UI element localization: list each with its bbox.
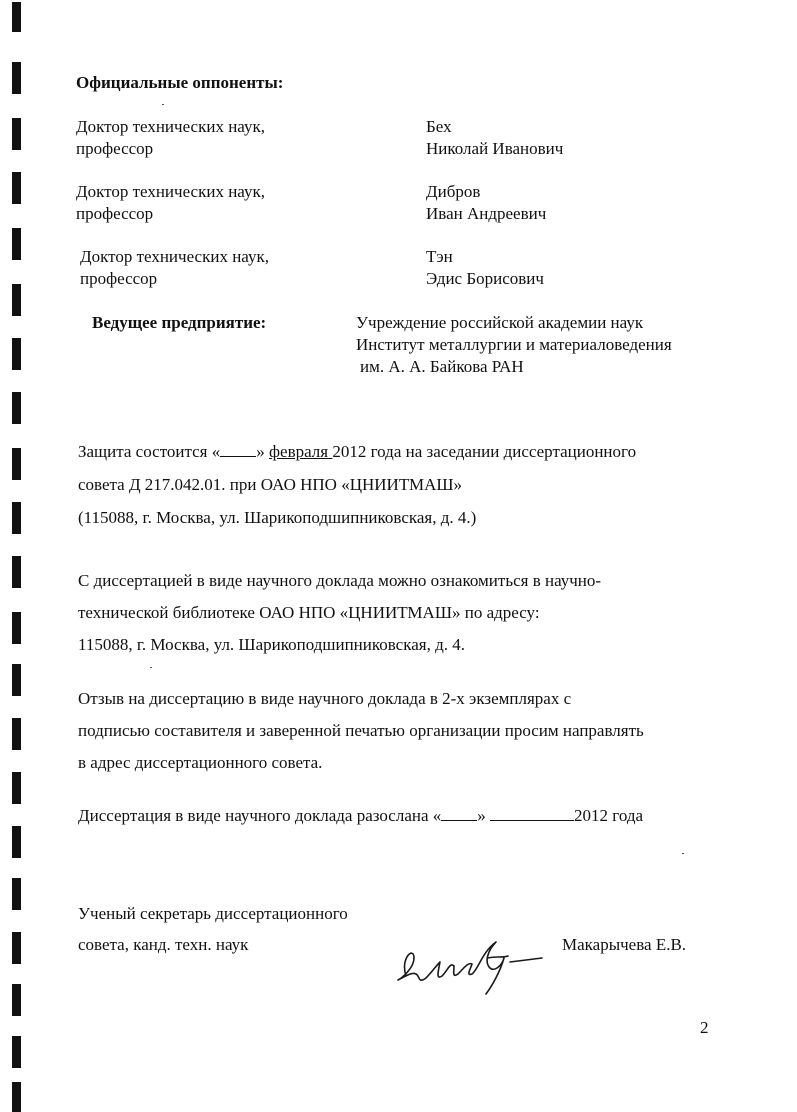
sent-day-blank <box>441 806 477 821</box>
binding-mark <box>12 984 21 1016</box>
leading-label: Ведущее предприятие: <box>92 313 267 332</box>
defense-month: февраля <box>269 442 333 461</box>
defense-text: Защита состоится « <box>78 442 221 461</box>
day-blank <box>220 442 256 457</box>
binding-mark <box>12 1082 21 1112</box>
binding-mark <box>12 172 21 204</box>
binding-mark <box>12 228 21 260</box>
binding-mark <box>12 284 21 316</box>
binding-mark <box>12 448 21 480</box>
binding-mark <box>12 1036 21 1068</box>
defense-text: » <box>256 442 270 461</box>
scan-speck <box>150 667 152 668</box>
library-address: 115088, г. Москва, ул. Шарикоподшипниковская, д. 4. <box>78 635 465 654</box>
opponent-surname: Дибров <box>426 182 481 201</box>
opponent-surname: Бех <box>426 117 452 136</box>
binding-mark <box>12 338 21 370</box>
signature-image <box>392 928 552 998</box>
secretary-line: Ученый секретарь диссертационного <box>78 904 348 923</box>
binding-mark <box>12 612 21 644</box>
scan-speck <box>682 853 684 854</box>
binding-mark <box>12 772 21 804</box>
leading-org-line: Учреждение российской академии наук <box>356 313 644 332</box>
opponent-title: профессор <box>80 269 158 288</box>
binding-mark <box>12 392 21 424</box>
opponent-title: профессор <box>76 139 154 158</box>
binding-mark <box>12 2 21 32</box>
defense-text: 2012 года на заседании диссертационного <box>332 442 637 461</box>
binding-mark <box>12 932 21 964</box>
defense-line-1 <box>78 441 636 463</box>
opponent-surname: Тэн <box>426 247 453 266</box>
feedback-line: подписью составителя и заверенной печатью организации просим направлять <box>78 721 644 740</box>
binding-mark <box>12 502 21 534</box>
sent-month-blank <box>490 806 574 821</box>
defense-address: (115088, г. Москва, ул. Шарикоподшипниковская, д. 4.) <box>78 508 477 527</box>
leading-org-line: им. А. А. Байкова РАН <box>360 357 524 376</box>
opponent-name: Эдис Борисович <box>426 269 544 288</box>
opponent-title: профессор <box>76 204 154 223</box>
sent-text: » <box>477 806 491 825</box>
binding-mark <box>12 556 21 588</box>
binding-mark <box>12 664 21 696</box>
binding-mark <box>12 718 21 750</box>
opponent-title: Доктор технических наук, <box>76 117 265 136</box>
sent-text: Диссертация в виде научного доклада разослана « <box>78 806 442 825</box>
library-line: технической библиотеке ОАО НПО «ЦНИИТМАШ» по адресу: <box>78 603 540 622</box>
feedback-line: Отзыв на диссертацию в виде научного доклада в 2-х экземплярах с <box>78 689 572 708</box>
defense-line-2: совета Д 217.042.01. при ОАО НПО «ЦНИИТМАШ» <box>78 475 463 494</box>
sent-text: 2012 года <box>574 806 644 825</box>
secretary-name: Макарычева Е.В. <box>562 935 687 954</box>
feedback-line: в адрес диссертационного совета. <box>78 753 323 772</box>
opponent-title: Доктор технических наук, <box>80 247 269 266</box>
leading-org-line: Институт металлургии и материаловедения <box>356 335 672 354</box>
library-line: С диссертацией в виде научного доклада можно ознакомиться в научно- <box>78 571 602 590</box>
binding-mark <box>12 878 21 910</box>
scan-speck <box>162 104 164 105</box>
secretary-line: совета, канд. техн. наук <box>78 935 249 954</box>
opponents-heading: Официальные оппоненты: <box>76 73 284 92</box>
sent-line <box>78 805 643 827</box>
opponent-title: Доктор технических наук, <box>76 182 265 201</box>
binding-mark <box>12 118 21 150</box>
opponent-name: Иван Андреевич <box>426 204 547 223</box>
opponent-name: Николай Иванович <box>426 139 564 158</box>
binding-mark <box>12 826 21 858</box>
page-number: 2 <box>700 1018 709 1037</box>
binding-mark <box>12 62 21 94</box>
